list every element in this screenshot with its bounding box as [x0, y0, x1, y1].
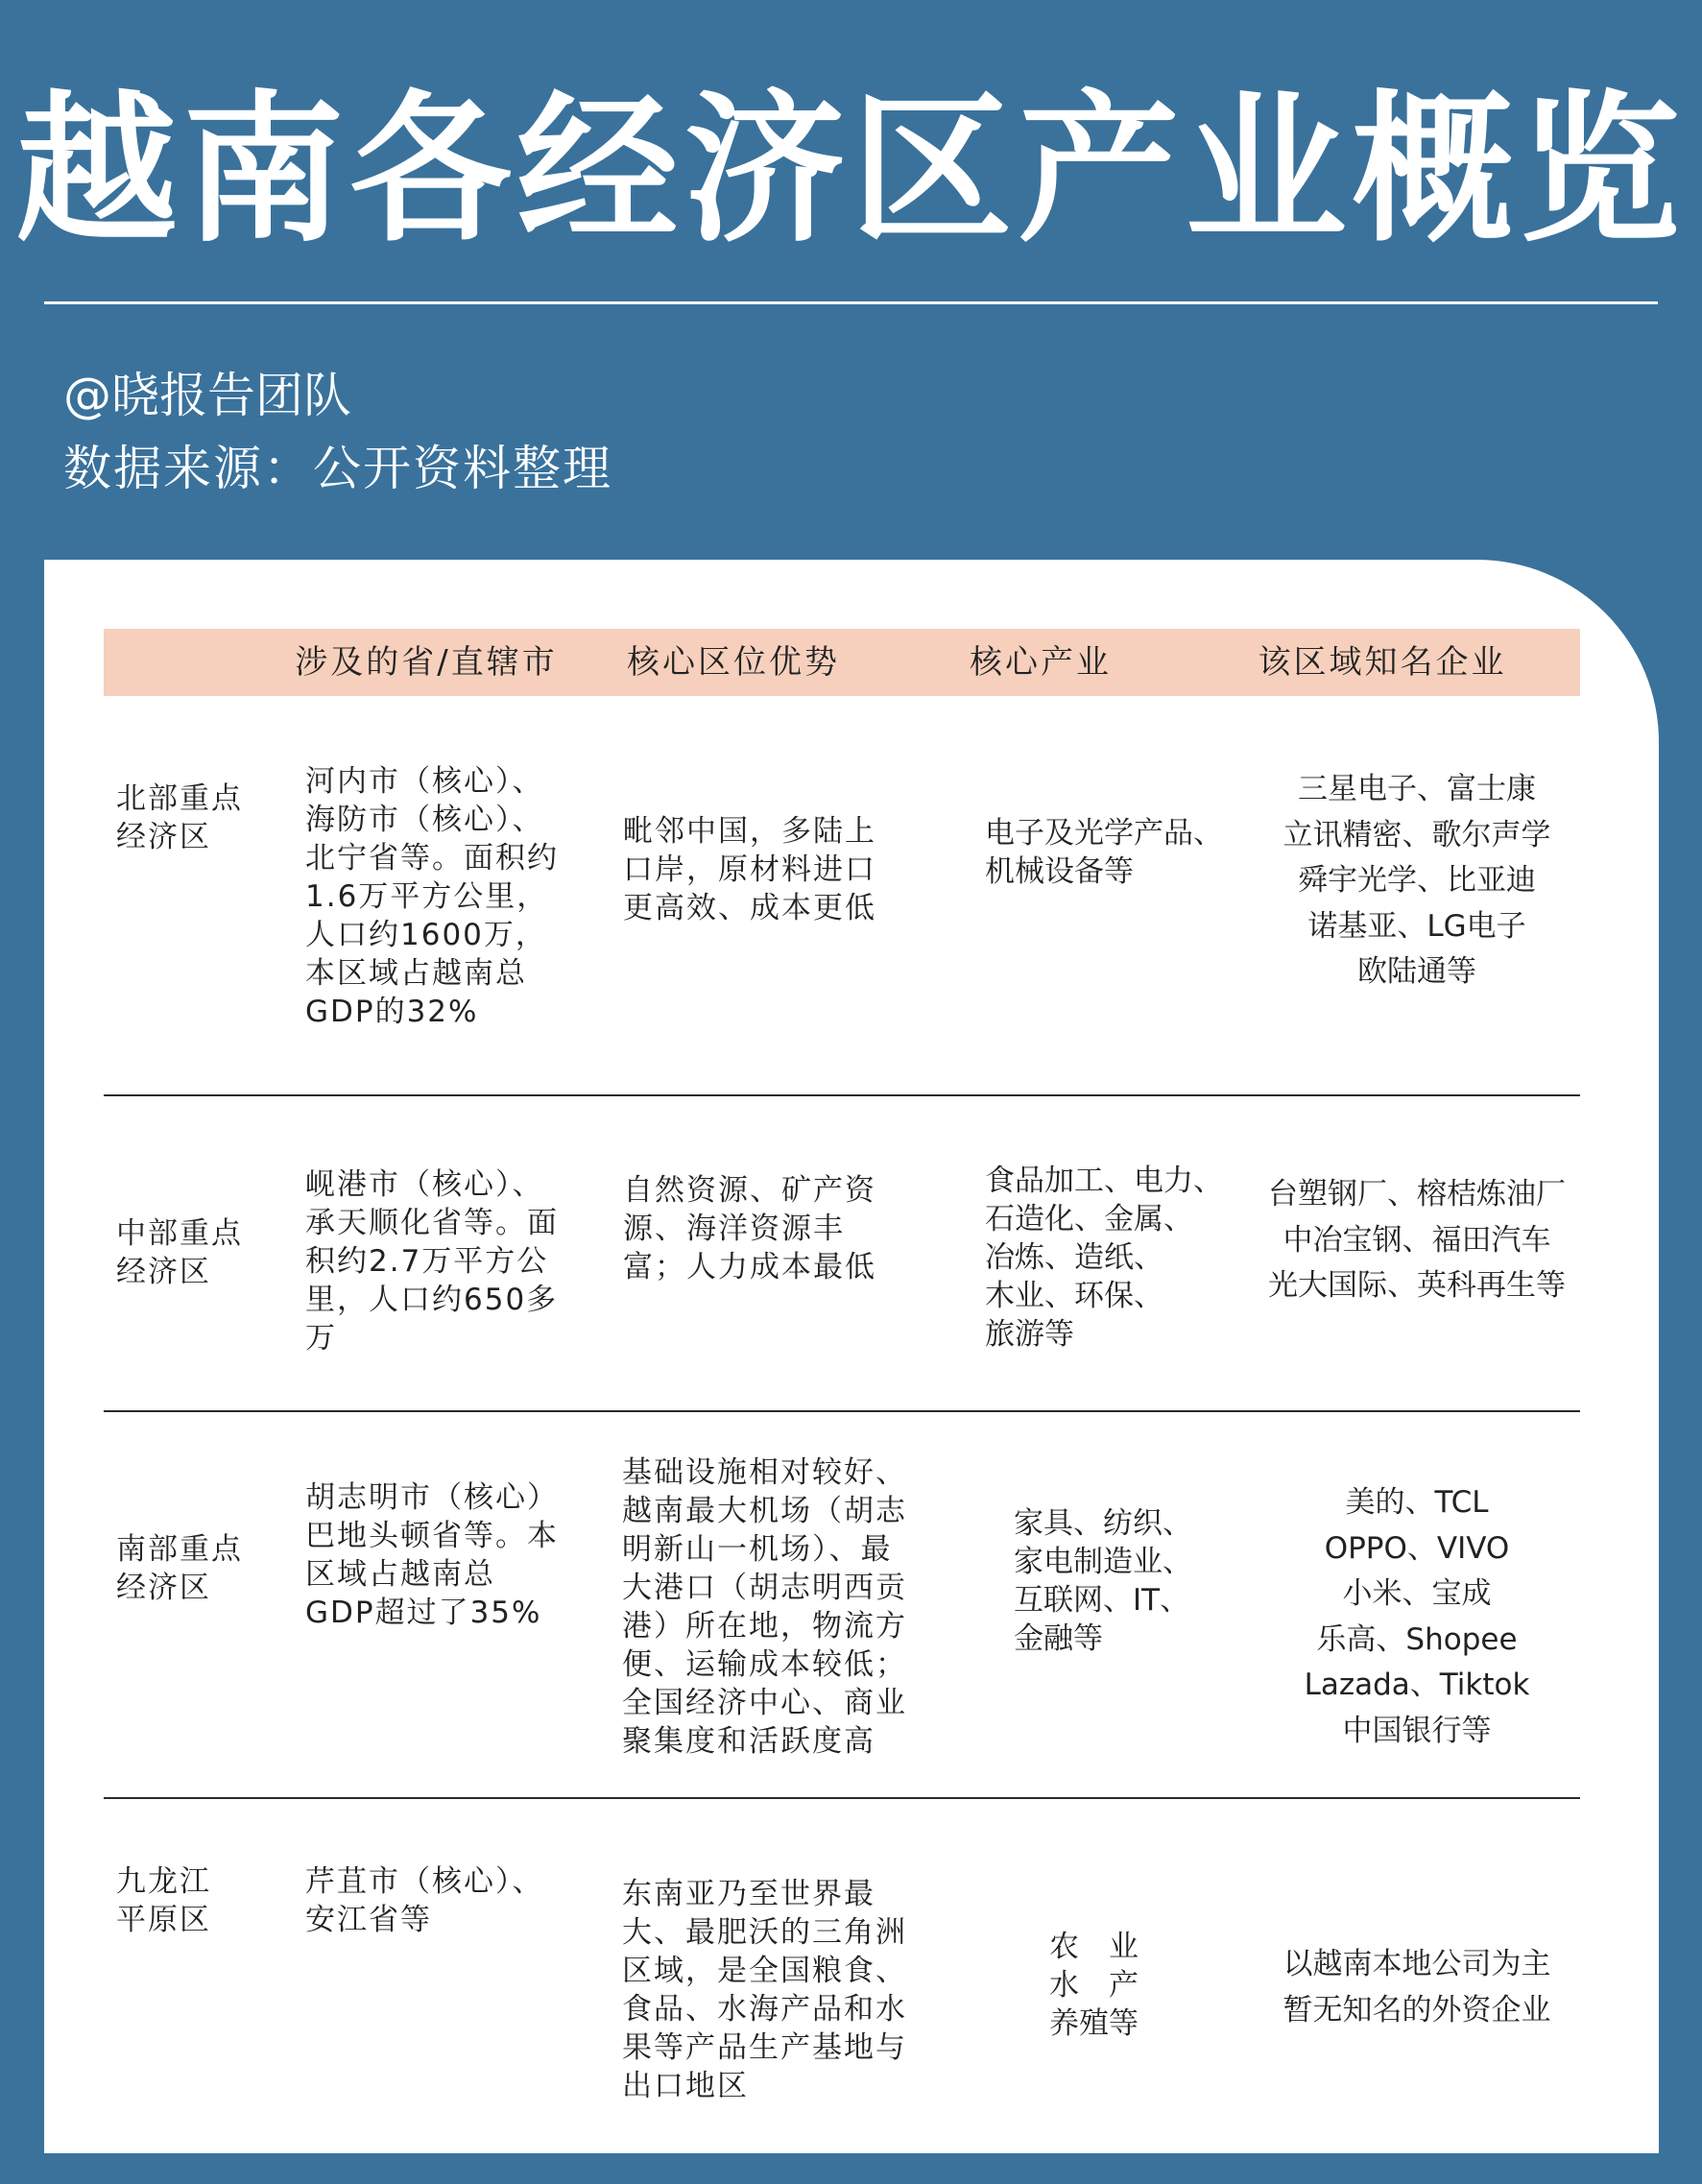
header-industries: 核心产业: [970, 643, 1112, 682]
row3-region: 南部重点 经济区: [116, 1532, 243, 1605]
author-line: @晓报告团队: [63, 368, 351, 423]
row-divider: [104, 1094, 1580, 1096]
source-line: 数据来源：公开资料整理: [63, 441, 612, 496]
row4-advantages: 东南亚乃至世界最 大、最肥沃的三角洲 区域，是全国粮食、 食品、水海产品和水 果等产品生产基地与 出口地区: [622, 1877, 907, 2103]
row3-provinces: 胡志明市（核心） 巴地头顿省等。本 区域占越南总 GDP超过了35%: [305, 1480, 559, 1630]
row-divider: [104, 1797, 1580, 1799]
header-provinces: 涉及的省/直辖市: [295, 643, 558, 682]
row2-advantages: 自然资源、矿产资 源、海洋资源丰 富；人力成本最低: [623, 1173, 876, 1284]
row4-provinces: 芹苴市（核心）、 安江省等: [305, 1864, 544, 1937]
row1-enterprises: 三星电子、富士康 立讯精密、歌尔声学 舜宇光学、比亚迪 诺基亚、LG电子 欧陆通等: [1282, 772, 1551, 989]
row4-region: 九龙江 平原区: [116, 1864, 211, 1937]
title-divider: [44, 301, 1658, 304]
row4-industries: 农 业 水 产 养殖等: [1049, 1930, 1139, 2041]
row3-advantages: 基础设施相对较好、 越南最大机场（胡志 明新山一机场）、最 大港口（胡志明西贡 港）所在地，物流方 便、运输成本较低； 全国经济中心、商业 聚集度和活跃度高: [622, 1455, 907, 1759]
row2-region: 中部重点 经济区: [116, 1216, 243, 1289]
header-enterprises: 该区域知名企业: [1258, 643, 1507, 682]
header-advantages: 核心区位优势: [627, 643, 840, 682]
row1-industries: 电子及光学产品、 机械设备等: [985, 816, 1223, 889]
row3-enterprises: 美的、TCL OPPO、VIVO 小米、宝成 乐高、Shopee Lazada、Tiktok 中国银行等: [1304, 1485, 1530, 1748]
page-title: 越南各经济区产业概览: [15, 76, 1687, 264]
row1-advantages: 毗邻中国，多陆上 口岸，原材料进口 更高效、成本更低: [623, 814, 876, 925]
table-header: [104, 629, 1580, 696]
row4-enterprises: 以越南本地公司为主 暂无知名的外资企业: [1282, 1947, 1551, 2028]
row2-provinces: 岘港市（核心）、 承天顺化省等。面 积约2.7万平方公 里，人口约650多 万: [305, 1167, 559, 1356]
row-divider: [104, 1410, 1580, 1412]
row1-region: 北部重点 经济区: [116, 781, 243, 854]
table-panel: [44, 560, 1659, 2153]
row2-industries: 食品加工、电力、 石造化、金属、 冶炼、造纸、 木业、环保、 旅游等: [985, 1164, 1223, 1352]
row3-industries: 家具、纺织、 家电制造业、 互联网、IT、 金融等: [1014, 1506, 1192, 1656]
row1-provinces: 河内市（核心）、 海防市（核心）、 北宁省等。面积约 1.6万平方公里， 人口约1600万， 本区域占越南总 GDP的32%: [305, 764, 559, 1029]
row2-enterprises: 台塑钢厂、榕桔炼油厂 中冶宝钢、福田汽车 光大国际、英科再生等: [1268, 1177, 1566, 1303]
